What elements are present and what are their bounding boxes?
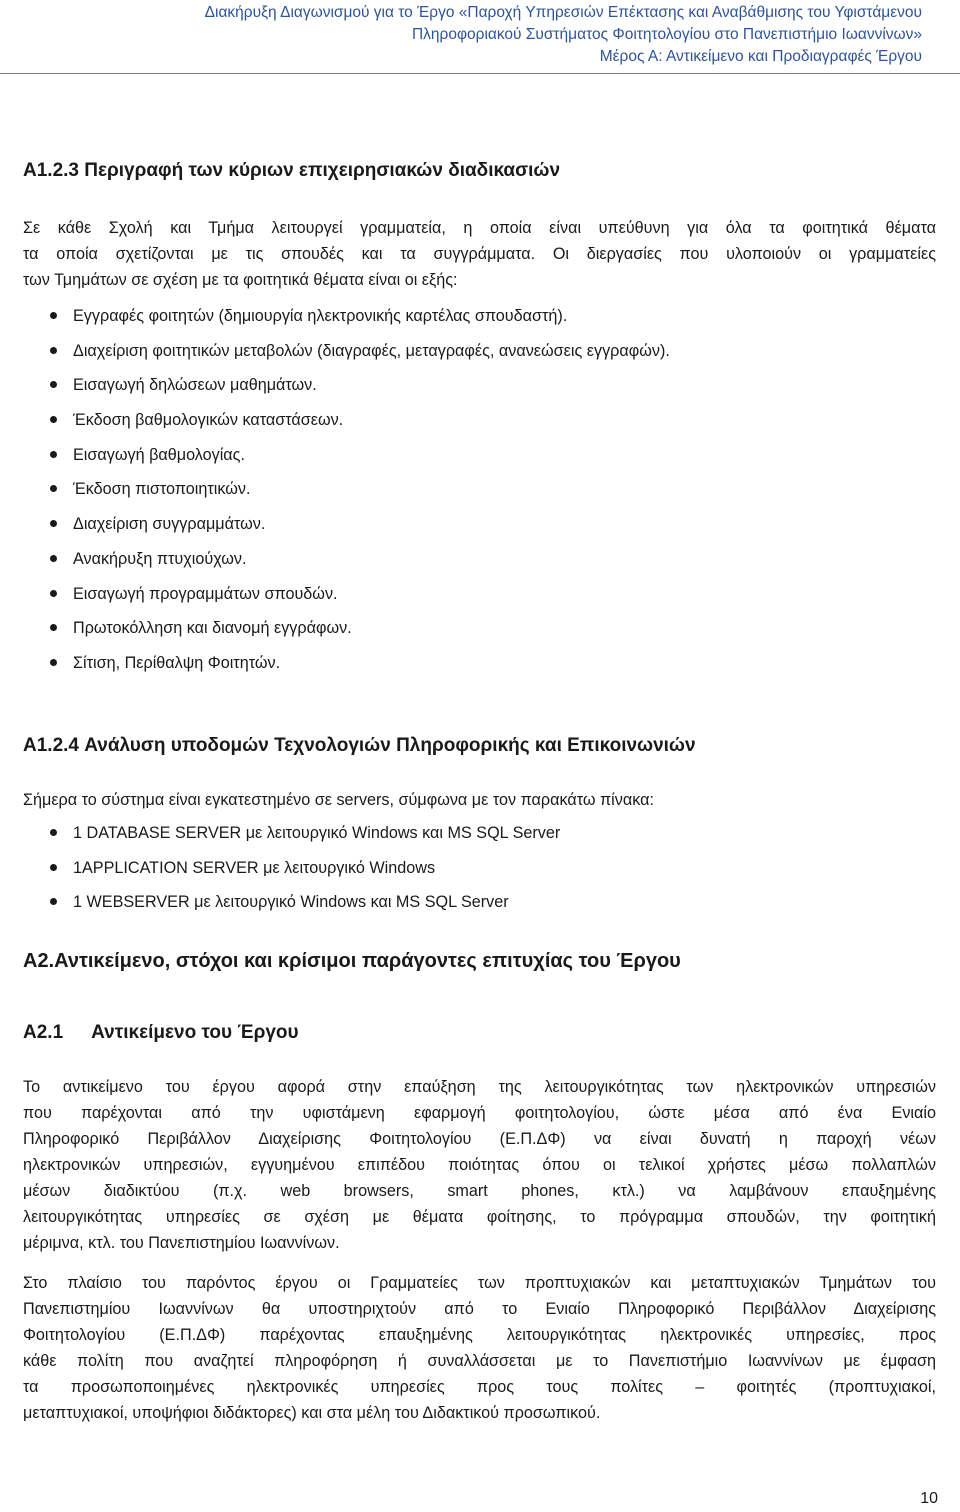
section-heading-a2: A2.Αντικείμενο, στόχοι και κρίσιμοι παράγοντες επιτυχίας του Έργου [23, 950, 681, 972]
list-item: Διαχείριση φοιτητικών μεταβολών (διαγραφές, μεταγραφές, ανανεώσεις εγγραφών). [0, 340, 670, 375]
intro-line: τα οποία σχετίζονται με τις σπουδές και τα συγγράμματα. Οι διεργασίες που υλοποιούν οι γραμματείες [23, 245, 936, 263]
list-item: Εισαγωγή βαθμολογίας. [0, 444, 670, 479]
list-item: Εισαγωγή προγραμμάτων σπουδών. [0, 583, 670, 618]
paragraph-line: Πληροφορικό Περιβάλλον Διαχείρισης Φοιτητολογίου (Ε.Π.ΔΦ) να είναι δυνατή η παροχή νέων [23, 1130, 936, 1148]
list-item: Ανακήρυξη πτυχιούχων. [0, 548, 670, 583]
section-heading-a1-2-3: A1.2.3 Περιγραφή των κύριων επιχειρησιακών διαδικασιών [23, 160, 561, 181]
paragraph-line: Πανεπιστημίου Ιωαννίνων θα υποστηριχτούν από το Ενιαίο Πληροφορικό Περιβάλλον Διαχείρισης [23, 1300, 936, 1318]
list-item: Έκδοση πιστοποιητικών. [0, 478, 670, 513]
header-line-3: Μέρος Α: Αντικείμενο και Προδιαγραφές Έργου [599, 48, 922, 65]
intro-line: των Τμημάτων σε σχέση με τα φοιτητικά θέματα είναι οι εξής: [23, 271, 458, 289]
section-a2-1-paragraph-2 [23, 1270, 936, 1426]
bullet-icon [50, 829, 57, 836]
section-heading-a1-2-4: A1.2.4 Ανάλυση υποδομών Τεχνολογιών Πληροφορικής και Επικοινωνιών [23, 735, 696, 756]
bullet-icon [50, 898, 57, 905]
section-a1-2-3-intro [23, 215, 936, 293]
paragraph-line: που παρέχονται από την υφιστάμενη εφαρμογή φοιτητολογίου, ώστε μέσα από ένα Ενιαίο [23, 1104, 936, 1122]
section-a2-1-paragraph-1 [23, 1074, 936, 1256]
process-list [0, 305, 670, 687]
running-header [205, 2, 922, 68]
list-item: Εγγραφές φοιτητών (δημιουργία ηλεκτρονικής καρτέλας σπουδαστή). [0, 305, 670, 340]
bullet-icon [50, 659, 57, 666]
paragraph-line: λειτουργικότητας υπηρεσίες σε σχέση με θέματα φοίτησης, το πρόγραμμα σπουδών, την φοιτητική [23, 1208, 936, 1226]
paragraph-line: μέσων διαδικτύου (π.χ. web browsers, smart phones, κτλ.) να λαμβάνουν επαυξημένης [23, 1182, 936, 1200]
paragraph-line: τα προσωποποιημένες ηλεκτρονικές υπηρεσίες προς τους πολίτες – φοιτητές (προπτυχιακοί, [23, 1378, 936, 1396]
bullet-icon [50, 555, 57, 562]
section-heading-a2-1 [23, 1022, 299, 1044]
list-item: Έκδοση βαθμολογικών καταστάσεων. [0, 409, 670, 444]
paragraph-line: κάθε πολίτη που αναζητεί πληροφόρηση ή συναλλάσσεται με το Πανεπιστήμιο Ιωαννίνων με έμφαση [23, 1352, 936, 1370]
paragraph-line: μέριμνα, κτλ. του Πανεπιστημίου Ιωαννίνων. [23, 1234, 340, 1252]
paragraph-line: Στο πλαίσιο του παρόντος έργου οι Γραμματείες των προπτυχιακών και μεταπτυχιακών Τμημάτων του [23, 1274, 936, 1292]
bullet-icon [50, 451, 57, 458]
page-number: 10 [920, 1490, 938, 1507]
server-list [0, 822, 560, 926]
section-title: Αντικείμενο του Έργου [91, 1022, 299, 1043]
list-item: Σίτιση, Περίθαλψη Φοιτητών. [0, 652, 670, 687]
bullet-icon [50, 485, 57, 492]
bullet-icon [50, 347, 57, 354]
intro-line: Σε κάθε Σχολή και Τμήμα λειτουργεί γραμματεία, η οποία είναι υπεύθυνη για όλα τα φοιτητικά θέματα [23, 219, 936, 237]
paragraph-line: μεταπτυχιακοί, υποψήφιοι διδάκτορες) και στα μέλη του Διδακτικού προσωπικού. [23, 1404, 601, 1422]
bullet-icon [50, 312, 57, 319]
section-number: A2.1 [23, 1022, 64, 1043]
bullet-icon [50, 520, 57, 527]
list-item: 1 WEBSERVER με λειτουργικό Windows και MS SQL Server [0, 891, 560, 926]
list-item: 1APPLICATION SERVER με λειτουργικό Windows [0, 857, 560, 892]
header-divider [0, 73, 960, 74]
paragraph-line: Το αντικείμενο του έργου αφορά στην επαύξηση της λειτουργικότητας των ηλεκτρονικών υπηρεσιών [23, 1078, 936, 1096]
list-item: Εισαγωγή δηλώσεων μαθημάτων. [0, 374, 670, 409]
section-a1-2-4-intro: Σήμερα το σύστημα είναι εγκατεστημένο σε servers, σύμφωνα με τον παρακάτω πίνακα: [23, 791, 654, 809]
bullet-icon [50, 590, 57, 597]
bullet-icon [50, 416, 57, 423]
bullet-icon [50, 381, 57, 388]
header-line-2: Πληροφοριακού Συστήματος Φοιτητολογίου στο Πανεπιστήμιο Ιωαννίνων» [411, 26, 922, 43]
list-item: Πρωτοκόλληση και διανομή εγγράφων. [0, 617, 670, 652]
paragraph-line: ηλεκτρονικών υπηρεσιών, εγγυημένου επιπέδου ποιότητας όπου οι τελικοί χρήστες μέσω πολλαπλών [23, 1156, 936, 1174]
header-line-1: Διακήρυξη Διαγωνισμού για το Έργο «Παροχή Υπηρεσιών Επέκτασης και Αναβάθμισης του Υφιστάμενου [204, 4, 922, 21]
list-item: 1 DATABASE SERVER με λειτουργικό Windows και MS SQL Server [0, 822, 560, 857]
list-item: Διαχείριση συγγραμμάτων. [0, 513, 670, 548]
bullet-icon [50, 624, 57, 631]
bullet-icon [50, 864, 57, 871]
paragraph-line: Φοιτητολογίου (Ε.Π.ΔΦ) παρέχοντας επαυξημένης λειτουργικότητας ηλεκτρονικές υπηρεσίες, προς [23, 1326, 936, 1344]
